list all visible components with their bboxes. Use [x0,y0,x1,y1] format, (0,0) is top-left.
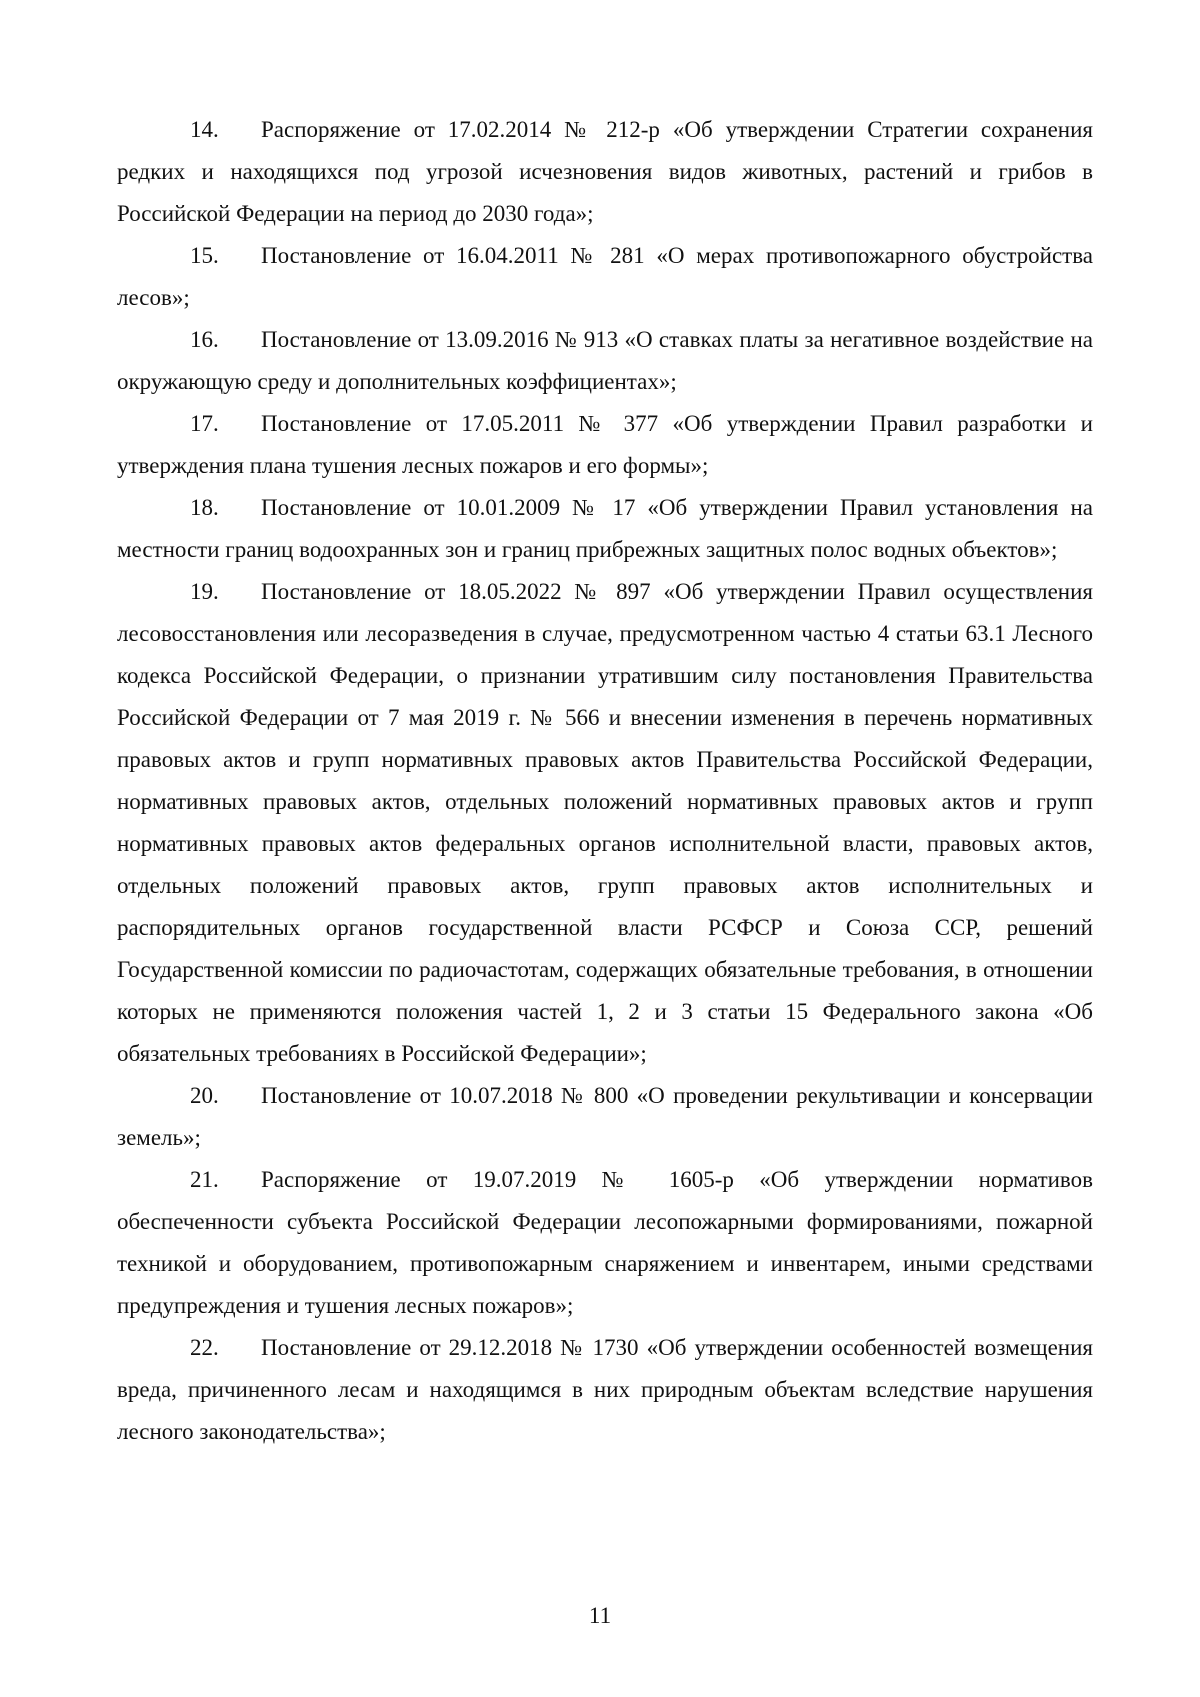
item-text: Распоряжение от 19.07.2019 № 1605-р «Об утверждении нормативов обеспеченности субъекта Российской Федерации лесопожарными формированиями, пожарной техникой и оборудованием, противопожарным снаряжением и инвентарем, иными средствами предупреждения и тушения лесных пожаров»; [117,1167,1093,1318]
item-number: 16. [190,327,219,352]
list-item-16 [117,319,1093,403]
list-item-18 [117,487,1093,571]
list-item-19 [117,571,1093,1075]
list-item-14 [117,109,1093,235]
list-item-22 [117,1327,1093,1453]
list-item-20 [117,1075,1093,1159]
item-text: Постановление от 29.12.2018 № 1730 «Об утверждении особенностей возмещения вреда, причиненного лесам и находящимся в них природным объектам вследствие нарушения лесного законодательства»; [117,1335,1093,1444]
item-text: Постановление от 18.05.2022 № 897 «Об утверждении Правил осуществления лесовосстановления или лесоразведения в случае, предусмотренном частью 4 статьи 63.1 Лесного кодекса Российской Федерации, о признании утратившим силу постановления Правительства Российской Федерации от 7 мая 2019 г. № 566 и внесении изменения в перечень нормативных правовых актов и групп нормативных правовых актов Правительства Российской Федерации, нормативных правовых актов, отдельных положений нормативных правовых актов и групп нормативных правовых актов федеральных органов исполнительной власти, правовых актов, отдельных положений правовых актов, групп правовых актов исполнительных и распорядительных органов государственной власти РСФСР и Союза ССР, решений Государственной комиссии по радиочастотам, содержащих обязательные требования, в отношении которых не применяются положения частей 1, 2 и 3 статьи 15 Федерального закона «Об обязательных требованиях в Российской Федерации»; [117,579,1093,1066]
item-number: 19. [190,579,219,604]
item-number: 14. [190,117,219,142]
document-body [117,109,1093,1453]
item-number: 22. [190,1335,219,1360]
item-number: 18. [190,495,219,520]
item-text: Постановление от 16.04.2011 № 281 «О мерах противопожарного обустройства лесов»; [117,243,1093,310]
item-number: 20. [190,1083,219,1108]
item-text: Постановление от 13.09.2016 № 913 «О ставках платы за негативное воздействие на окружающую среду и дополнительных коэффициентах»; [117,327,1093,394]
list-item-17 [117,403,1093,487]
list-item-15 [117,235,1093,319]
item-number: 21. [190,1167,219,1192]
item-text: Распоряжение от 17.02.2014 № 212-р «Об утверждении Стратегии сохранения редких и находящихся под угрозой исчезновения видов животных, растений и грибов в Российской Федерации на период до 2030 года»; [117,117,1093,226]
item-number: 17. [190,411,219,436]
item-text: Постановление от 17.05.2011 № 377 «Об утверждении Правил разработки и утверждения плана тушения лесных пожаров и его формы»; [117,411,1093,478]
item-number: 15. [190,243,219,268]
list-item-21 [117,1159,1093,1327]
page-number: 11 [588,1603,612,1628]
item-text: Постановление от 10.01.2009 № 17 «Об утверждении Правил установления на местности границ водоохранных зон и границ прибрежных защитных полос водных объектов»; [117,495,1093,562]
item-text: Постановление от 10.07.2018 № 800 «О проведении рекультивации и консервации земель»; [117,1083,1093,1150]
